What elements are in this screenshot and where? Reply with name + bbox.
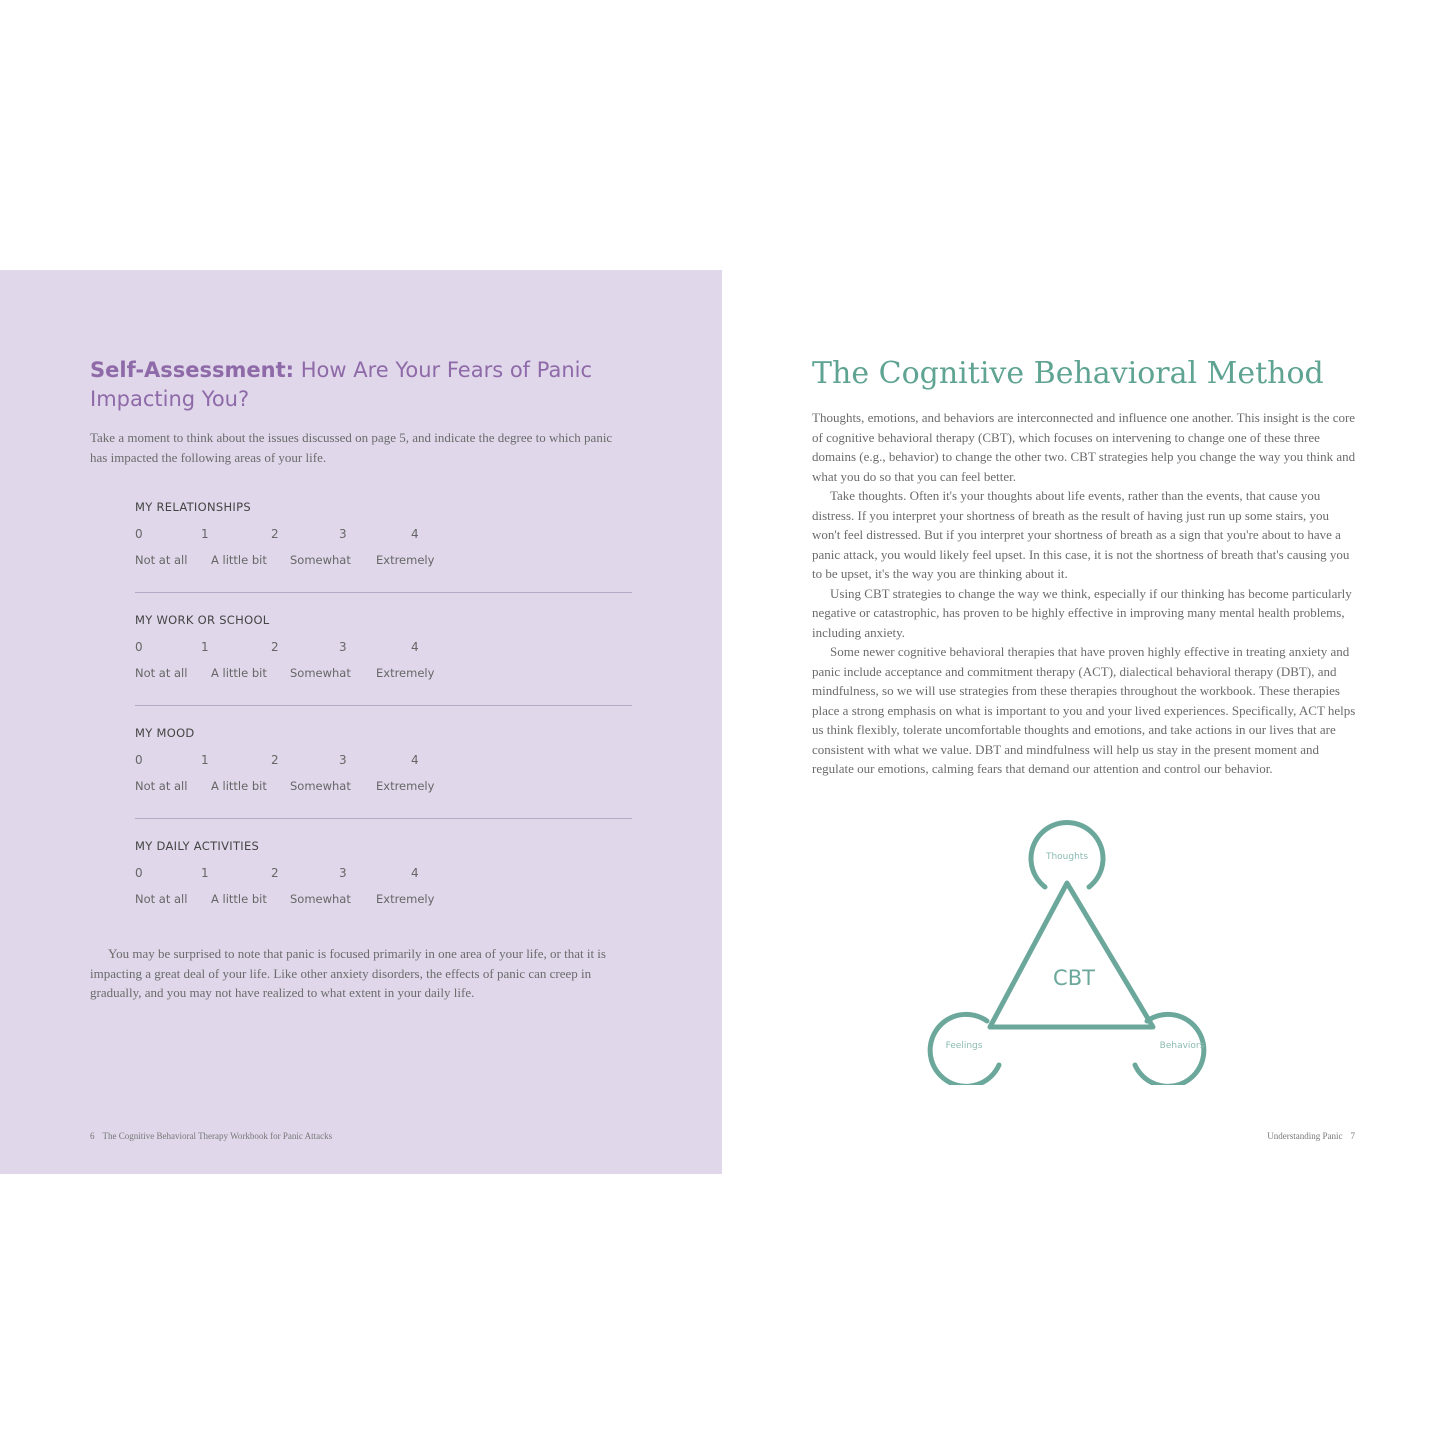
scale-option-number[interactable]: 4	[411, 753, 419, 767]
footer-right	[1267, 1131, 1355, 1141]
scale-area-title: MY WORK OR SCHOOL	[135, 613, 270, 627]
paragraph: Take thoughts. Often it's your thoughts about life events, rather than the events, that cause you distress. If you interpret your shortness of breath as the result of having just run up some stairs, you won't feel distressed. But if you interpret your shortness of breath as a sign that you're about to have a panic attack, you would likely feel upset. In this case, it is not the shortness of breath that's causing you to be upset, it's the way you are thinking about it.	[812, 488, 1350, 581]
page-number-right: 7	[1350, 1131, 1355, 1141]
behaviors-label: Behaviors	[1159, 1041, 1205, 1051]
scale-option-number[interactable]: 2	[271, 753, 279, 767]
scale-option-number[interactable]: 1	[201, 527, 209, 541]
paragraph: Thoughts, emotions, and behaviors are interconnected and influence one another. This insight is the core of cognitive behavioral therapy (CBT), which focuses on intervening to change one of these three domains (e.g., behavior) to change the other two. CBT strategies help you change the way you think and what you do so that you can feel better.	[812, 410, 1356, 484]
scale-option-label: A little bit	[211, 892, 267, 906]
thoughts-label: Thoughts	[1045, 852, 1089, 862]
scale-option-label: Not at all	[135, 892, 188, 906]
scale-option-label: Somewhat	[290, 892, 351, 906]
scale-option-label: Somewhat	[290, 779, 351, 793]
scale-option-label: Extremely	[376, 666, 435, 680]
cbt-label: CBT	[1053, 966, 1095, 990]
scale-option-number[interactable]: 4	[411, 527, 419, 541]
scale-option-number[interactable]: 0	[135, 753, 143, 767]
book-title-footer: The Cognitive Behavioral Therapy Workbook for Panic Attacks	[102, 1131, 333, 1141]
scale-option-label: Not at all	[135, 553, 188, 567]
cbt-triangle-diagram	[917, 815, 1227, 1085]
page-number-left: 6	[90, 1131, 95, 1141]
scale-option-number[interactable]: 1	[201, 640, 209, 654]
paragraph: Using CBT strategies to change the way we think, especially if our thinking has become particularly negative or catastrophic, has proven to be highly effective in improving many mental health problems, including anxiety.	[812, 585, 1352, 640]
scale-option-number[interactable]: 0	[135, 866, 143, 880]
feelings-label: Feelings	[945, 1041, 983, 1051]
book-spread	[0, 270, 1445, 1174]
cbt-triangle	[990, 883, 1153, 1027]
scale-option-label: Not at all	[135, 779, 188, 793]
scale-option-number[interactable]: 3	[339, 527, 347, 541]
chapter-title-footer: Understanding Panic	[1267, 1131, 1343, 1141]
scale-option-number[interactable]: 2	[271, 640, 279, 654]
scale-option-number[interactable]: 3	[339, 640, 347, 654]
self-assessment-title: Self-Assessment: How Are Your Fears of Panic Impacting You?	[90, 358, 593, 411]
scale-option-number[interactable]: 1	[201, 866, 209, 880]
scale-option-label: Not at all	[135, 666, 188, 680]
closing-paragraph: You may be surprised to note that panic is focused primarily in one area of your life, or that it is impacting a great deal of your life. Like other anxiety disorders, the effects of panic can creep in gradually, and you may not have realized to what extent in your daily life.	[90, 946, 606, 1000]
scale-divider	[135, 592, 632, 593]
self-assessment-intro: Take a moment to think about the issues discussed on page 5, and indicate the degree to which panic has impacted the following areas of your life.	[90, 430, 613, 465]
scale-option-label: A little bit	[211, 553, 267, 567]
scale-option-number[interactable]: 4	[411, 640, 419, 654]
scale-area-title: MY DAILY ACTIVITIES	[135, 839, 260, 853]
scale-option-number[interactable]: 1	[201, 753, 209, 767]
scale-option-number[interactable]: 3	[339, 866, 347, 880]
scale-option-label: A little bit	[211, 666, 267, 680]
scale-option-number[interactable]: 3	[339, 753, 347, 767]
scale-option-label: A little bit	[211, 779, 267, 793]
scale-option-label: Somewhat	[290, 553, 351, 567]
scale-area-title: MY RELATIONSHIPS	[135, 500, 251, 514]
scale-option-number[interactable]: 0	[135, 640, 143, 654]
scale-divider	[135, 818, 632, 819]
body-text	[812, 408, 1357, 779]
scale-option-number[interactable]: 2	[271, 527, 279, 541]
scale-option-number[interactable]: 0	[135, 527, 143, 541]
left-page	[0, 270, 722, 1174]
scale-option-label: Extremely	[376, 779, 435, 793]
paragraph: Some newer cognitive behavioral therapies that have proven highly effective in treating anxiety and panic include acceptance and commitment therapy (ACT), dialectical behavioral therapy (DBT), and mindfulness, so we will use strategies from these therapies throughout the workbook. These therapies place a strong emphasis on what is important to you and your lived experiences. Specifically, ACT helps us think flexibly, tolerate uncomfortable thoughts and emotions, and take actions in our lives that are consistent with what we value. DBT and mindfulness will help us stay in the present moment and regulate our emotions, calming fears that demand our attention and control our behavior.	[812, 644, 1356, 776]
scale-divider	[135, 705, 632, 706]
scale-option-label: Extremely	[376, 892, 435, 906]
footer-left	[90, 1131, 332, 1141]
scale-option-number[interactable]: 4	[411, 866, 419, 880]
scale-area-title: MY MOOD	[135, 726, 195, 740]
method-title: The Cognitive Behavioral Method	[812, 356, 1324, 391]
right-page	[722, 270, 1445, 1174]
scale-option-label: Extremely	[376, 553, 435, 567]
scale-option-number[interactable]: 2	[271, 866, 279, 880]
scale-option-label: Somewhat	[290, 666, 351, 680]
